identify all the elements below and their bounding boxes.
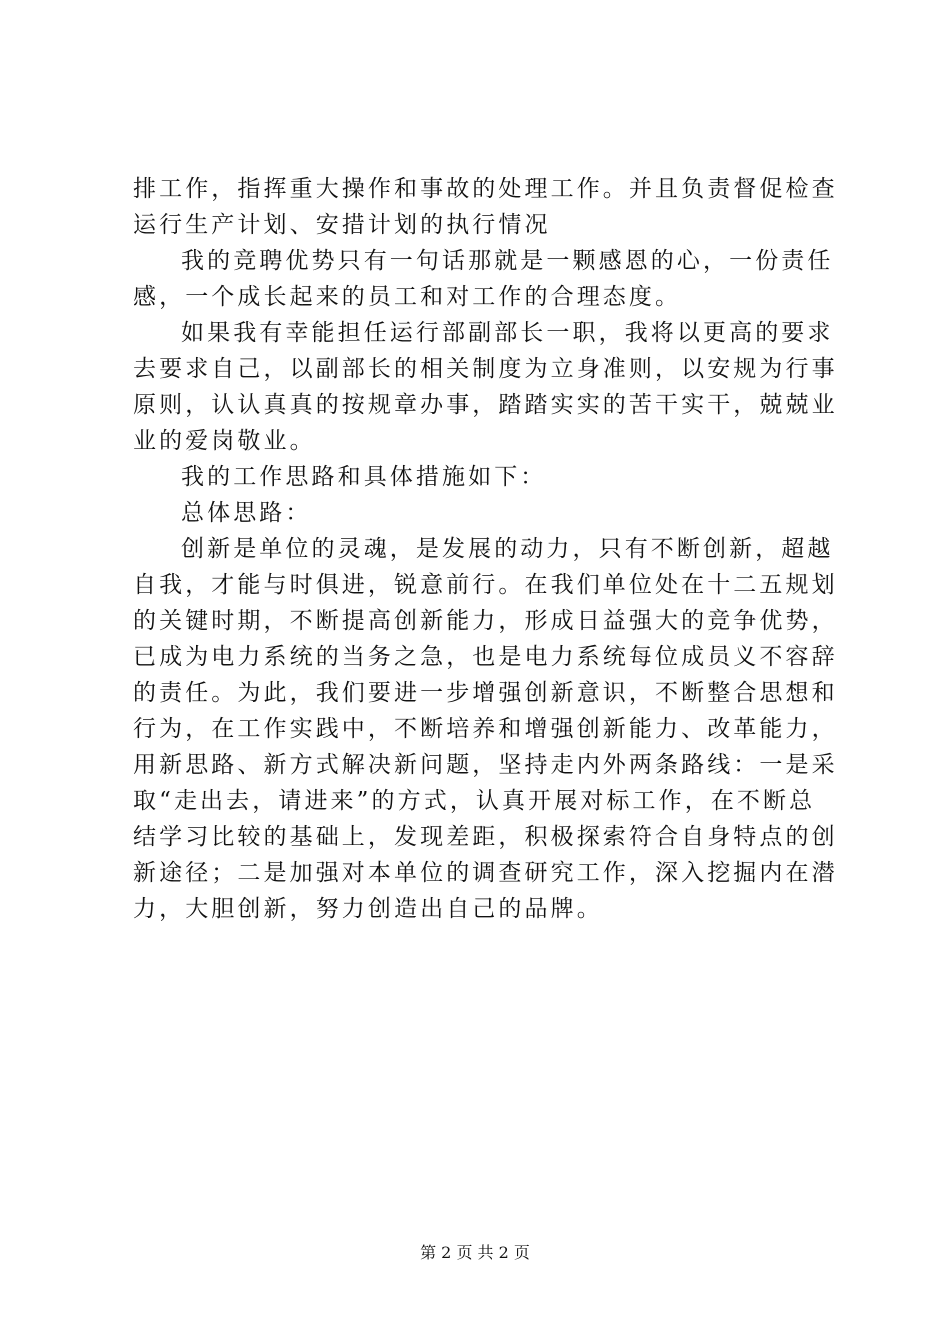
- page-number-footer: 第 2 页 共 2 页: [420, 1243, 530, 1262]
- text-line: 取“走出去，请进来”的方式，认真开展对标工作，在不断总: [133, 788, 816, 814]
- text-line: 已成为电力系统的当务之急，也是电力系统每位成员义不容辞: [133, 644, 838, 670]
- paragraph-start-line: 创新是单位的灵魂，是发展的动力，只有不断创新，超越: [181, 536, 834, 562]
- paragraph-start-line: 我的工作思路和具体措施如下：: [181, 464, 547, 490]
- text-line: 力，大胆创新，努力创造出自己的品牌。: [133, 896, 603, 922]
- text-line: 去要求自己，以副部长的相关制度为立身准则，以安规为行事: [133, 356, 838, 382]
- text-line: 自我，才能与时俱进，锐意前行。在我们单位处在十二五规划: [133, 572, 838, 598]
- text-line: 感，一个成长起来的员工和对工作的合理态度。: [133, 284, 682, 310]
- text-line: 运行生产计划、安措计划的执行情况: [133, 212, 551, 238]
- text-line: 的关键时期，不断提高创新能力，形成日益强大的竞争优势，: [133, 608, 838, 634]
- text-line: 行为，在工作实践中，不断培养和增强创新能力、改革能力，: [133, 716, 838, 742]
- text-line: 原则，认认真真的按规章办事，踏踏实实的苦干实干，兢兢业: [133, 392, 838, 418]
- text-line: 结学习比较的基础上，发现差距，积极探索符合自身特点的创: [133, 824, 838, 850]
- text-line: 用新思路、新方式解决新问题，坚持走内外两条路线：一是采: [133, 752, 838, 778]
- section-heading: 总体思路：: [181, 500, 312, 526]
- text-line: 业的爱岗敬业。: [133, 428, 316, 454]
- paragraph-start-line: 如果我有幸能担任运行部副部长一职，我将以更高的要求: [181, 320, 834, 346]
- paragraph-start-line: 我的竞聘优势只有一句话那就是一颗感恩的心，一份责任: [181, 248, 834, 274]
- text-line: 新途径；二是加强对本单位的调查研究工作，深入挖掘内在潜: [133, 860, 838, 886]
- document-body: [133, 171, 838, 927]
- text-line: 的责任。为此，我们要进一步增强创新意识，不断整合思想和: [133, 680, 838, 706]
- text-line: 排工作，指挥重大操作和事故的处理工作。并且负责督促检查: [133, 176, 838, 202]
